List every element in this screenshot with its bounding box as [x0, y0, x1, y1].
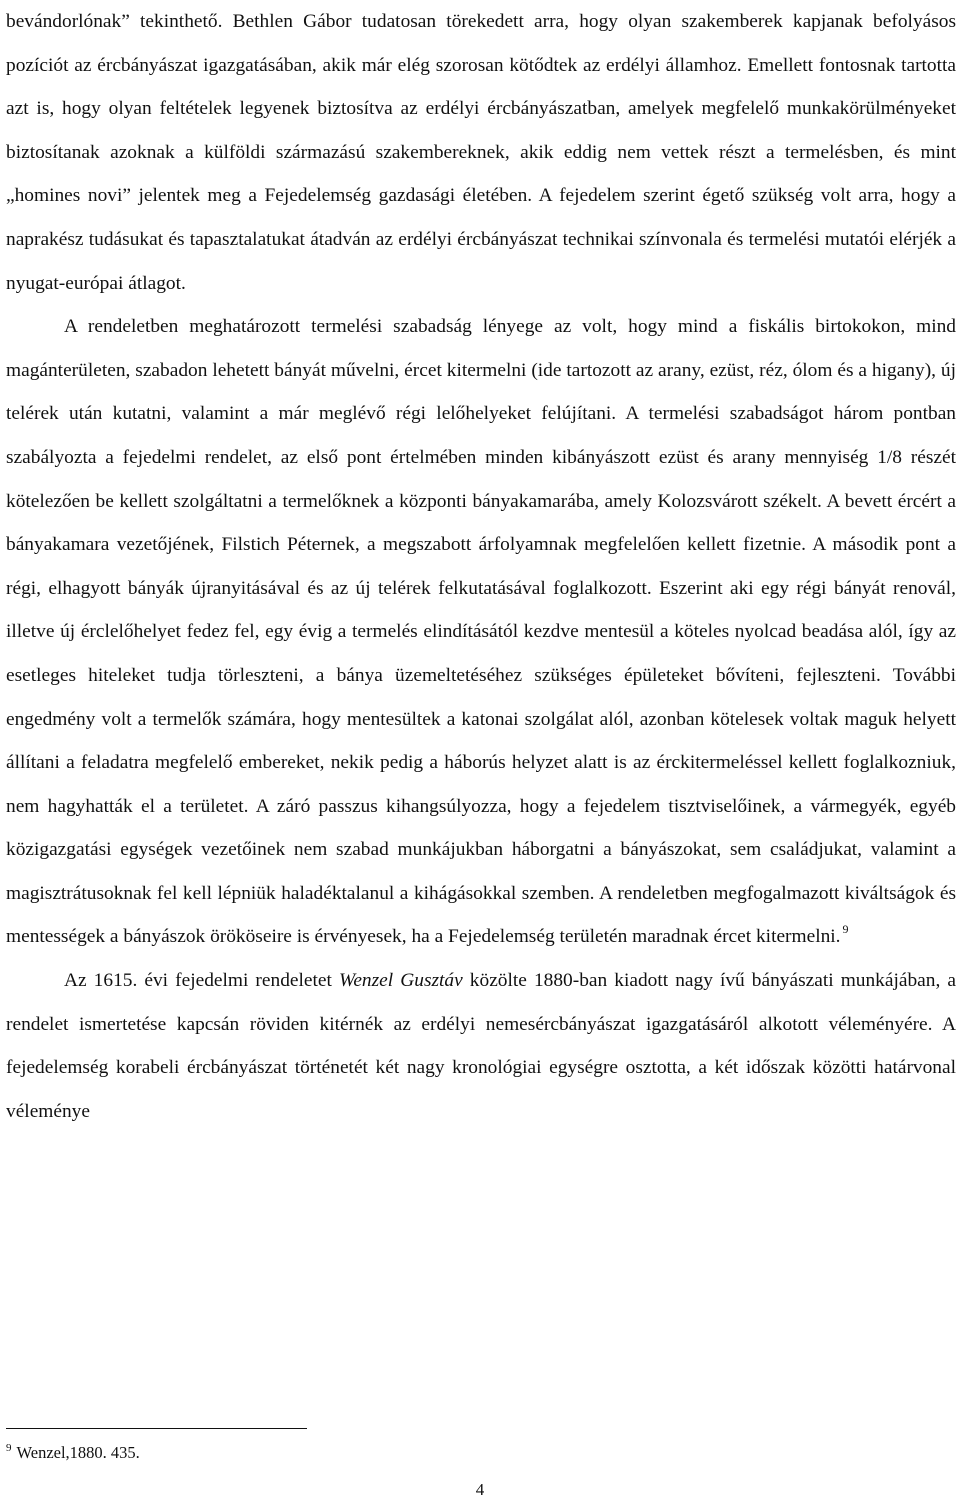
footnote-number: 9: [6, 1442, 12, 1454]
paragraph-3: [6, 959, 956, 1133]
footnote-reference[interactable]: 9: [842, 922, 849, 937]
footnote-separator: [6, 1428, 307, 1429]
footnote-text: Wenzel,1880. 435.: [16, 1443, 140, 1462]
paragraph-3-author: Wenzel Gusztáv: [338, 970, 463, 992]
paragraph-1: [6, 0, 956, 305]
footnote: [6, 1441, 140, 1465]
paragraph-1-text: bevándorlónak” tekinthető. Bethlen Gábor tudatosan törekedett arra, hogy olyan szakemberek kapjanak befolyásos pozíciót az ércbányászat igazgatásában, akik már elég szorosan kötődtek az erdélyi államhoz. Emellett fontosnak tartotta azt is, hogy olyan feltételek legyenek biztosítva az erdélyi ércbányászatban, amelyek megfelelő munkakörülményeket biztosítanak azoknak a külföldi származású szakembereknek, akik eddig nem vettek részt a termelésben, és mint „homines novi” jelentek meg a Fejedelemség gazdasági életében. A fejedelem szerint égető szükség volt arra, hogy a naprakész tudásukat és tapasztalatukat átadván az erdélyi ércbányászat technikai színvonala és termelési mutatói elérjék a nyugat-európai átlagot.: [6, 11, 956, 294]
paragraph-2-text: A rendeletben meghatározott termelési szabadság lényege az volt, hogy mind a fiskális birtokokon, mind magánterületen, szabadon lehetett bányát művelni, ércet kitermelni (ide tartozott az arany, ezüst, réz, ólom és a higany), új telérek után kutatni, valamint a már meglévő régi lelőhelyeket felújítani. A termelési szabadságot három pontban szabályozta a fejedelmi rendelet, az első pont értelmében minden kibányászott ezüst és arany mennyiség 1/8 részét kötelezően be kellett szolgáltatni a termelőknek a központi bányakamarába, amely Kolozsvárott székelt. A bevett ércért a bányakamara vezetőjének, Filstich Péternek, a megszabott árfolyamnak megfelelően kellett fizetnie. A második pont a régi, elhagyott bányák újranyitásával és az új telérek felkutatásával foglalkozott. Eszerint aki egy régi bányát renovál, illetve új érclelőhelyet fedez fel, egy évig a termelés elindításától kezdve mentesül a köteles nyolcad beadása alól, így az esetleges hiteleket tudja törleszteni, a bánya üzemeltetéséhez szükséges épületeket bővíteni, fejleszteni. További engedmény volt a termelők számára, hogy mentesültek a katonai szolgálat alól, azonban kötelesek voltak maguk helyett állítani a feladatra megfelelő embereket, nekik pedig a háborús helyzet alatt is az érckitermeléssel kellett foglalkozniuk, nem hagyhatták el a területet. A záró passzus kihangsúlyozza, hogy a fejedelem tisztviselőinek, a vármegyék, egyéb közigazgatási egységek vezetőinek nem szabad munkájukban háborgatni a bányászokat, sem családjukat, valamint a magisztrátusoknak fel kell lépniük haladéktalanul a kihágásokkal szemben. A rendeletben megfogalmazott kiváltságok és mentességek a bányászok örököseire is érvényesek, ha a Fejedelemség területén maradnak ércet kitermelni.: [6, 316, 956, 948]
paragraph-3-text-start: Az 1615. évi fejedelmi rendeletet: [64, 970, 339, 992]
paragraph-3-text-end: közölte 1880-ban kiadott nagy ívű bányászati munkájában, a rendelet ismertetése kapcsán röviden kitérnék az erdélyi nemesércbányászat igazgatásáról alkotott véleményére. A fejedelemség korabeli ércbányászat történetét két nagy kronológiai egységre osztotta, a két időszak közötti határvonal véleménye: [6, 970, 957, 1122]
paragraph-2: [6, 305, 956, 959]
page-number: 4: [475, 1480, 485, 1499]
document-page: [6, 0, 956, 1133]
